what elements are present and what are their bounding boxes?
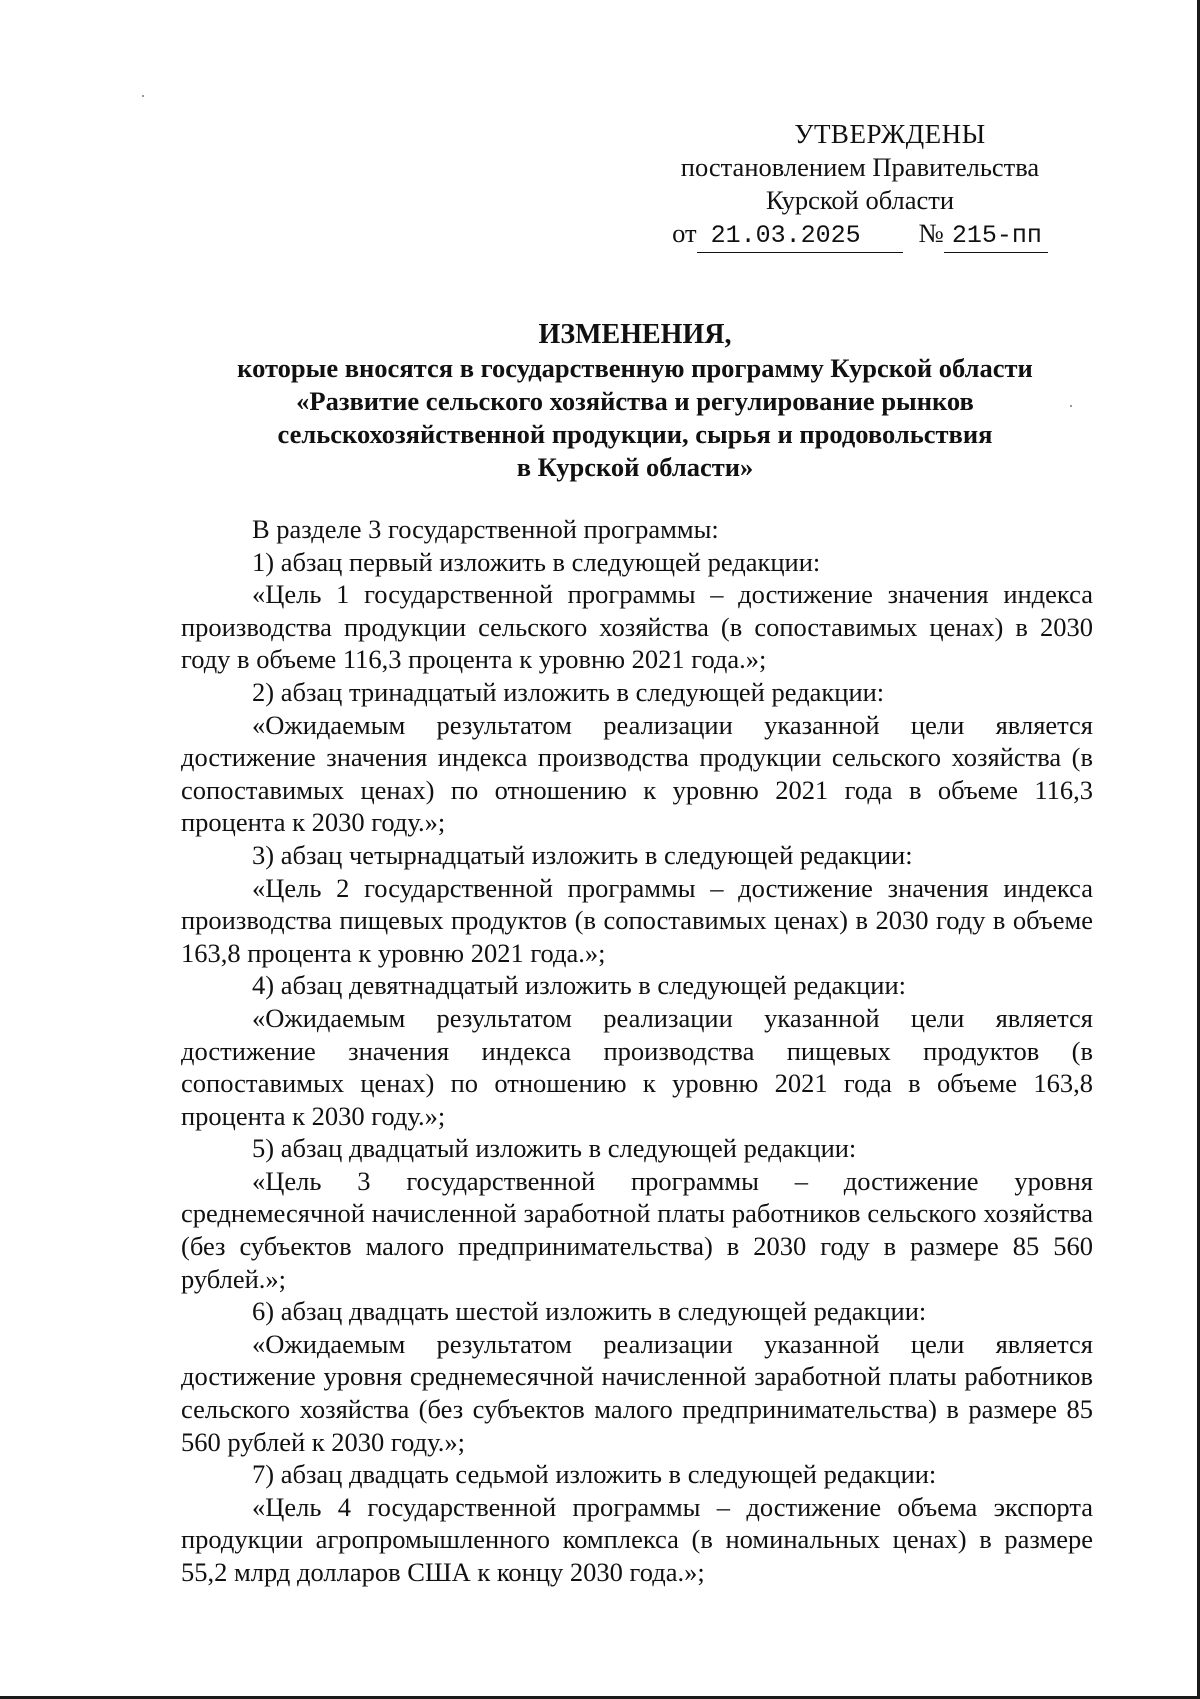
paragraph-quote-6: «Ожидаемым результатом реализации указанной цели является достижение уровня среднемесячной начисленной заработной платы работников сельского хозяйства (без субъектов малого предпринимательства) в размере 85 560 рублей к 2030 году.»; (181, 1328, 1093, 1457)
paragraph-item-3: 3) абзац четырнадцатый изложить в следующей редакции: (252, 839, 913, 870)
scan-speck (142, 95, 144, 97)
paragraph-item-4: 4) абзац девятнадцатый изложить в следующей редакции: (252, 970, 907, 1001)
document-heading (180, 318, 1090, 484)
heading-line-3: сельскохозяйственной продукции, сырья и продовольствия (277, 419, 993, 449)
paragraph-item-1: 1) абзац первый изложить в следующей редакции: (252, 546, 821, 577)
heading-line-1: которые вносятся в государственную программу Курской области (237, 353, 1033, 383)
paragraph-item-5: 5) абзац двадцатый изложить в следующей редакции: (252, 1133, 857, 1164)
approval-date-line (640, 217, 1080, 253)
approval-date: 21.03.2025 (697, 219, 903, 253)
paragraph-quote-7: «Цель 4 государственной программы – достижение объема экспорта продукции агропромышленного комплекса (в номинальных ценах) в размере 55,2 млрд долларов США к концу 2030 года.»; (181, 1491, 1093, 1587)
paragraph-item-7: 7) абзац двадцать седьмой изложить в следующей редакции: (252, 1459, 937, 1490)
paragraph-intro: В разделе 3 государственной программы: (252, 514, 719, 544)
approval-number: 215-пп (944, 219, 1048, 253)
paragraph-quote-4: «Ожидаемым результатом реализации указанной цели является достижение значения индекса производства пищевых продуктов (в сопоставимых ценах) по отношению к уровню 2021 года в объеме 163,8 процента к 2030 году.»; (181, 1002, 1093, 1131)
paragraph-quote-5: «Цель 3 государственной программы – достижение уровня среднемесячной начисленной заработной платы работников сельского хозяйства (без субъектов малого предпринимательства) в 2030 году в размере 85 560 рублей.»; (181, 1165, 1093, 1294)
heading-main: ИЗМЕНЕНИЯ, (538, 319, 732, 350)
heading-line-4: в Курской области» (516, 452, 754, 482)
paragraph-item-6: 6) абзац двадцать шестой изложить в следующей редакции: (252, 1296, 927, 1327)
heading-line-2: «Развитие сельского хозяйства и регулирование рынков (296, 386, 974, 416)
approval-title: УТВЕРЖДЕНЫ (794, 119, 986, 149)
date-prefix: от (672, 218, 697, 248)
approval-line-2: Курской области (765, 185, 955, 215)
paragraph-quote-1: «Цель 1 государственной программы – достижение значения индекса производства продукции сельского хозяйства (в сопоставимых ценах) в 2030 году в объеме 116,3 процента к уровню 2021 года.»; (181, 579, 1093, 675)
paragraph-quote-3: «Цель 2 государственной программы – достижение значения индекса производства пищевых продуктов (в сопоставимых ценах) в 2030 году в объеме 163,8 процента к уровню 2021 года.»; (181, 872, 1093, 968)
paragraph-quote-2: «Ожидаемым результатом реализации указанной цели является достижение значения индекса производства продукции сельского хозяйства (в сопоставимых ценах) по отношению к уровню 2021 года в объеме 116,3 процента к 2030 году.»; (181, 709, 1093, 838)
number-prefix: № (918, 218, 944, 248)
document-body (181, 513, 1093, 1589)
paragraph-item-2: 2) абзац тринадцатый изложить в следующей редакции: (252, 676, 885, 707)
approval-line-1: постановлением Правительства (680, 152, 1040, 182)
approval-block (640, 118, 1080, 253)
